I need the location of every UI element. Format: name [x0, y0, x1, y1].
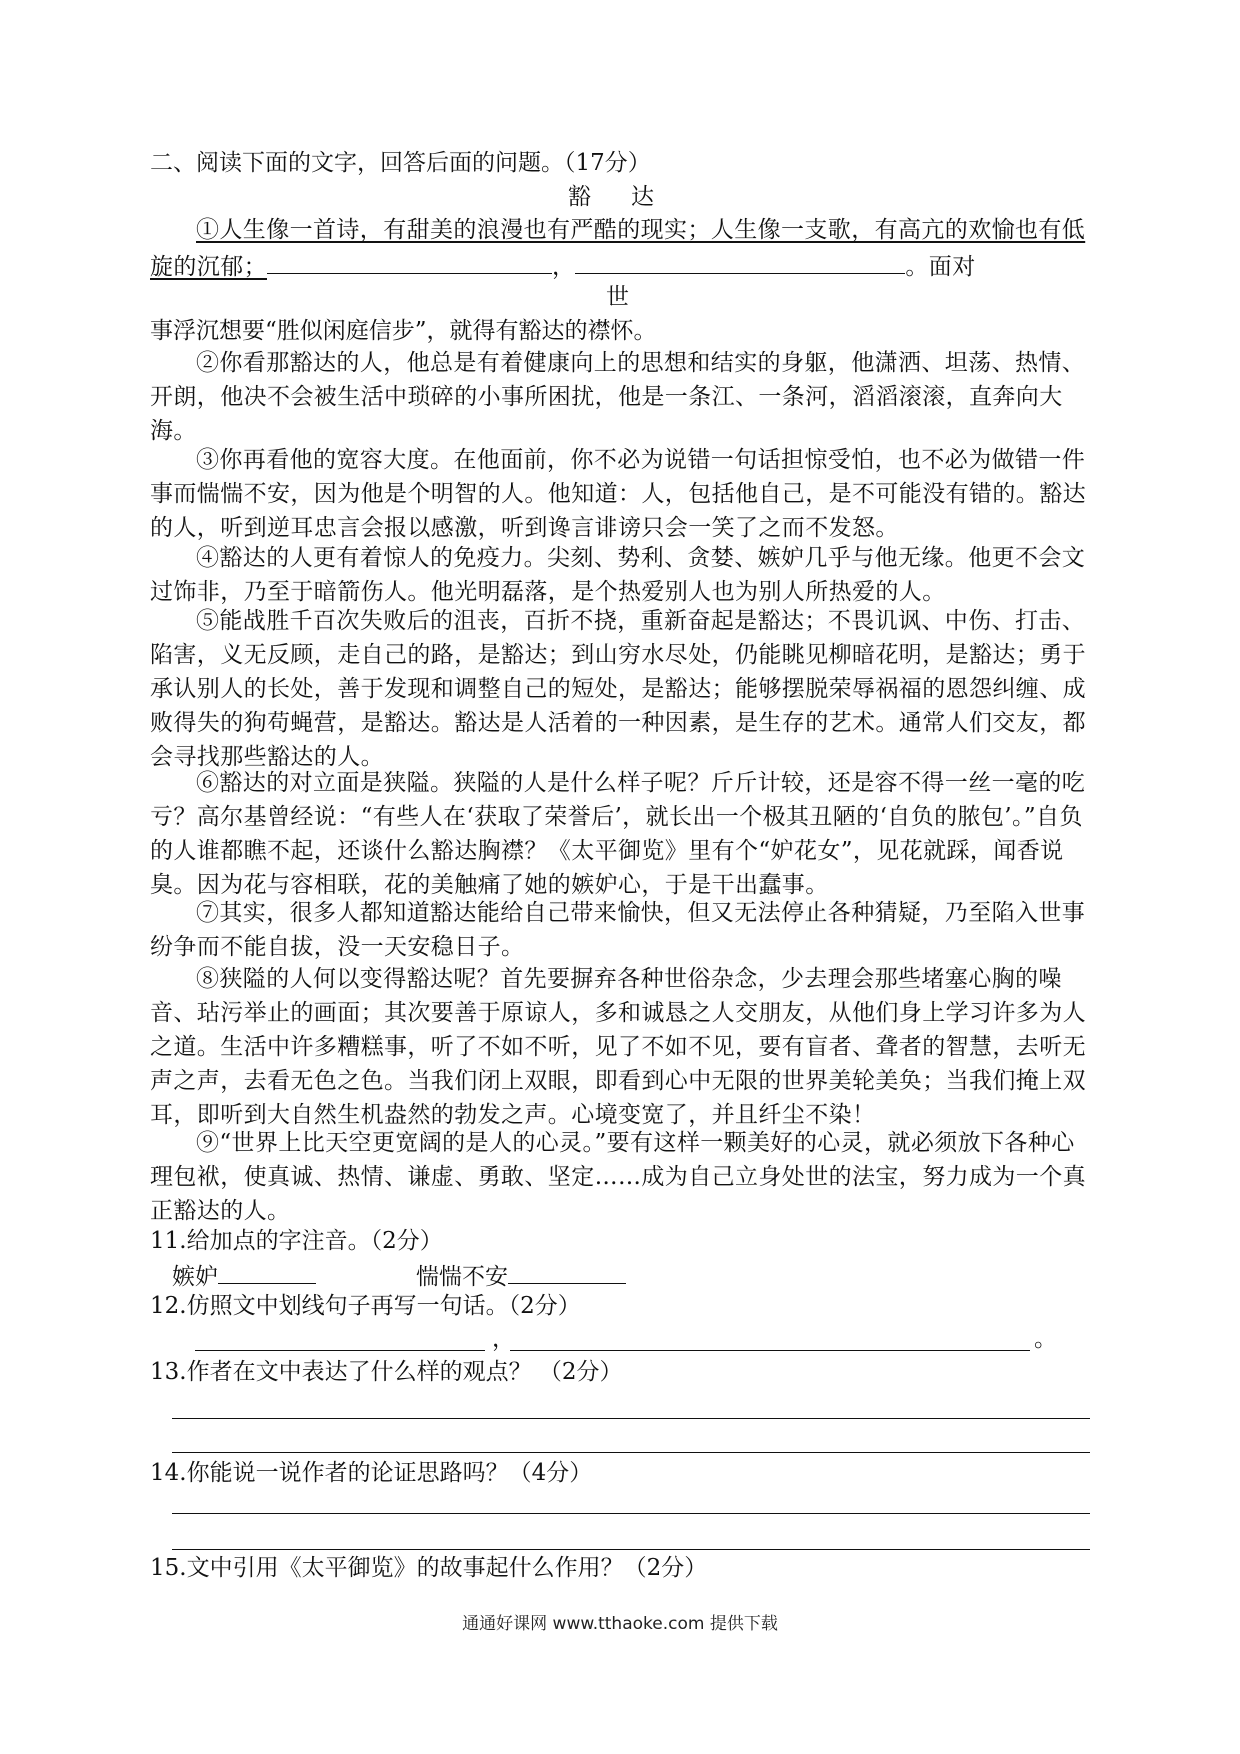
paragraph-1-tail: 。面对 — [905, 254, 976, 280]
q14-answer-line-2[interactable] — [172, 1549, 1090, 1550]
paragraph-2: ②你看那豁达的人，他总是有着健康向上的思想和结实的身躯，他潇洒、坦荡、热情、开朗，他决不会被生活中琐碎的小事所困扰，他是一条江、一条河，滔滔滚滚，直奔向大海。 — [150, 350, 1086, 444]
question-12: 12.仿照文中划线句子再写一句话。（2分） — [150, 1293, 581, 1319]
question-11: 11.给加点的字注音。（2分） — [150, 1228, 443, 1254]
q13-answer-line-1[interactable] — [172, 1418, 1090, 1419]
paragraph-5: ⑤能战胜千百次失败后的沮丧，百折不挠，重新奋起是豁达；不畏讥讽、中伤、打击、陷害，义无反顾，走自己的路，是豁达；到山穷水尽处，仍能眺见柳暗花明，是豁达；勇于承认别人的长处，善于发现和调整自己的短处，是豁达；能够摆脱荣辱祸福的恩怨纠缠、成败得失的狗苟蝇营，是豁达。豁达是人活着的一种因素，是生存的艺术。通常人们交友，都会寻找那些豁达的人。 — [150, 608, 1086, 770]
paragraph-9: ⑨“世界上比天空更宽阔的是人的心灵。”要有这样一颗美好的心灵，就必须放下各种心理包袱，使真诚、热情、谦虚、勇敢、坚定……成为自己立身处世的法宝，努力成为一个真正豁达的人。 — [150, 1130, 1086, 1224]
paragraph-1-wrapped-char: 世 — [606, 284, 629, 310]
paragraph-4: ④豁达的人更有着惊人的免疫力。尖刻、势利、贪婪、嫉妒几乎与他无缘。他更不会文过饰非，乃至于暗箭伤人。他光明磊落，是个热爱别人也为别人所热爱的人。 — [150, 545, 1086, 605]
paragraph-3: ③你再看他的宽容大度。在他面前，你不必为说错一句话担惊受怕，也不必为做错一件事而惴惴不安，因为他是个明智的人。他知道：人，包括他自己，是不可能没有错的。豁达的人，听到逆耳忠言会报以感激，听到谗言诽谤只会一笑了之而不发怒。 — [150, 447, 1086, 541]
underlined-sentence: ①人生像一首诗，有甜美的浪漫也有严酷的现实；人生像一支歌，有高亢的欢愉也有低旋的沉郁； — [150, 217, 1086, 280]
pinyin-blank-1[interactable] — [218, 1257, 316, 1284]
q12-separator: ， — [492, 1326, 515, 1352]
blank-separator: ， — [552, 254, 576, 280]
paragraph-6: ⑥豁达的对立面是狭隘。狭隘的人是什么样子呢？斤斤计较，还是容不得一丝一毫的吃亏？高尔基曾经说：“有些人在‘获取了荣誉后’，就长出一个极其丑陋的‘自负的脓包’。”自负的人谁都瞧不起，还谈什么豁达胸襟？《太平御览》里有个“妒花女”，见花就踩，闻香说臭。因为花与容相联，花的美触痛了她的嫉妒心，于是干出蠢事。 — [150, 770, 1086, 898]
paragraph-1-continued: 事浮沉想要“胜似闲庭信步”，就得有豁达的襟怀。 — [150, 318, 657, 344]
paragraph-8: ⑧狭隘的人何以变得豁达呢？首先要摒弃各种世俗杂念，少去理会那些堵塞心胸的噪音、玷污举止的画面；其次要善于原谅人，多和诚恳之人交朋友，从他们身上学习许多为人之道。生活中许多糟糕事，听了不如不听，见了不如不见，要有盲者、聋者的智慧，去听无声之声，去看无色之色。当我们闭上双眼，即看到心中无限的世界美轮美奂；当我们掩上双耳，即听到大自然生机盎然的勃发之声。心境变宽了，并且纤尘不染！ — [150, 966, 1086, 1128]
question-14: 14.你能说一说作者的论证思路吗？（4分） — [150, 1460, 593, 1486]
pinyin-blank-2[interactable] — [508, 1257, 626, 1284]
q13-answer-line-2[interactable] — [172, 1452, 1090, 1453]
paragraph-7: ⑦其实，很多人都知道豁达能给自己带来愉快，但又无法停止各种猜疑，乃至陷入世事纷争而不能自拔，没一天安稳日子。 — [150, 900, 1086, 960]
section-heading: 二、阅读下面的文字，回答后面的问题。（17分） — [150, 150, 651, 176]
pinyin-word-1: 嫉妒 — [172, 1264, 218, 1290]
download-footer: 通通好课网 www.tthaoke.com 提供下载 — [462, 1614, 778, 1634]
q12-answer-blank-1[interactable] — [195, 1350, 485, 1351]
pinyin-word-2: 惴惴不安 — [416, 1264, 508, 1290]
question-15: 15.文中引用《太平御览》的故事起什么作用？（2分） — [150, 1555, 708, 1581]
q12-end-mark: 。 — [1034, 1326, 1057, 1352]
q14-answer-line-1[interactable] — [172, 1513, 1090, 1514]
question-13: 13.作者在文中表达了什么样的观点？ （2分） — [150, 1359, 623, 1385]
paragraph-1 — [150, 213, 1095, 284]
fill-blank-1[interactable] — [267, 247, 552, 274]
passage-title: 豁达 — [568, 184, 694, 210]
fill-blank-2[interactable] — [575, 247, 905, 274]
q12-answer-blank-2[interactable] — [510, 1350, 1030, 1351]
